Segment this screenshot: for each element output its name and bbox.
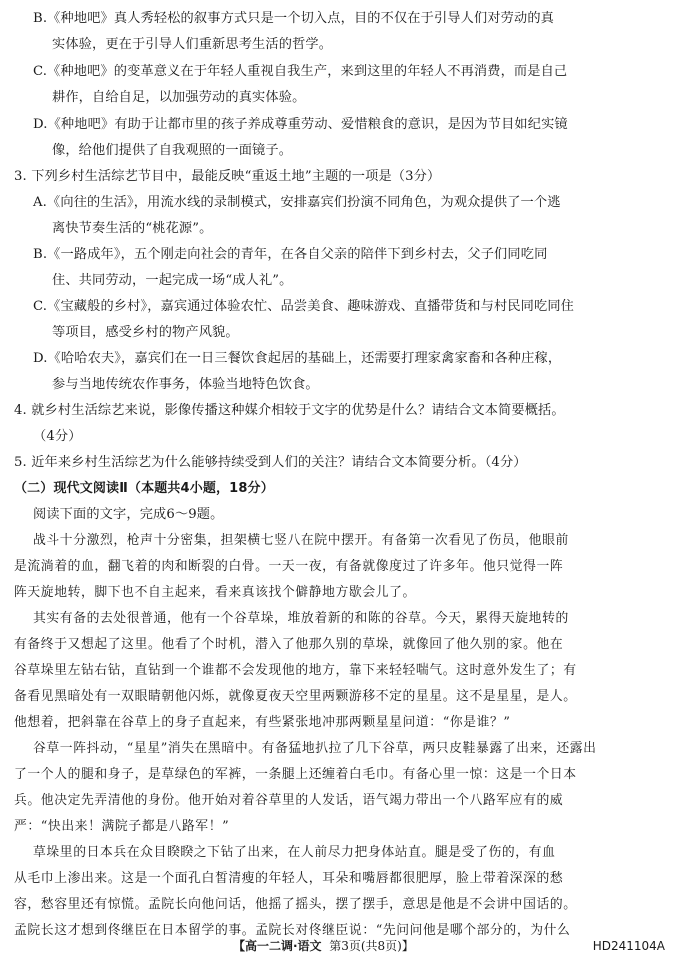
page-footer	[0, 937, 677, 955]
option-b-line-1: B.《种地吧》真人秀轻松的叙事方式只是一个切入点，目的不仅在于引导人们对劳动的真	[33, 11, 555, 26]
passage-p2-line-2: 有备终于又想起了这里。他看了个时机，潜入了他那久别的草垛，就像回了他久别的家。他在	[14, 637, 564, 652]
q3-option-b-line-1: B.《一路成年》，五个刚走向社会的青年，在各自父亲的陪伴下到乡村去，父子们同吃同	[33, 247, 548, 262]
passage-p4-line-1: 草垛里的日本兵在众目睽睽之下钻了出来，在人前尽力把身体站直。腿是受了伤的，有血	[33, 845, 556, 860]
footer-exam-code: HD241104A	[592, 939, 665, 953]
q3-option-a-line-1: A.《向往的生活》，用流水线的录制模式，安排嘉宾们扮演不同角色，为观众提供了一个逃	[33, 195, 561, 210]
passage-p2-line-5: 他想着，把斜靠在谷草上的身子直起来，有些紧张地冲那两颗星星问道：“你是谁？”	[14, 715, 511, 730]
q3-option-c-line-1: C.《宝藏般的乡村》，嘉宾通过体验农忙、品尝美食、趣味游戏、直播带货和与村民同吃同住	[33, 299, 575, 314]
passage-p3-line-2: 了一个人的腿和身子，是草绿色的军裤，一条腿上还缠着白毛巾。有备心里一惊：这是一个日本	[14, 767, 577, 782]
passage-p1-line-3: 阵天旋地转，脚下也不自主起来，看来真该找个僻静地方歇会儿了。	[14, 585, 416, 600]
q3-option-d-line-2: 参与当地传统农作事务，体验当地特色饮食。	[52, 377, 319, 392]
option-d-line-2: 像，给他们提供了自我观照的一面镜子。	[52, 143, 293, 158]
passage-p2-line-4: 备看见黑暗处有一双眼睛朝他闪烁，就像夏夜天空里两颗游移不定的星星。这不是星星，是人。	[14, 689, 577, 704]
passage-p3-line-4: 严：“快出来！满院子都是八路军！”	[14, 819, 230, 834]
passage-p4-line-2: 从毛巾上渗出来。这是一个面孔白皙清瘦的年轻人，耳朵和嘴唇都很肥厚，脸上带着深深的愁	[14, 871, 564, 886]
passage-p4-line-3: 容，愁容里还有惊慌。孟院长向他问话，他摇了摇头，摆了摆手，意思是他是不会讲中国话的。	[14, 897, 577, 912]
q3-option-b-line-2: 住、共同劳动，一起完成一场“成人礼”。	[52, 273, 293, 288]
passage-p3-line-1: 谷草一阵抖动，“星星”消失在黑暗中。有备猛地扒拉了几下谷草，两只皮鞋暴露了出来，还露出	[33, 741, 597, 756]
q3-option-c-line-2: 等项目，感受乡村的物产风貌。	[52, 325, 239, 340]
option-b-line-2: 实体验，更在于引导人们重新思考生活的哲学。	[52, 37, 333, 52]
q3-option-d-line-1: D.《哈哈农夫》，嘉宾们在一日三餐饮食起居的基础上，还需要打理家禽家畜和各种庄稼，	[33, 351, 562, 366]
footer-course-page	[233, 937, 414, 955]
passage-p1-line-2: 是流淌着的血，翻飞着的肉和断裂的白骨。一天一夜，有备就像度过了许多年。他只觉得一阵	[14, 559, 564, 574]
footer-page-number: 第3页(共8页)】	[329, 939, 414, 953]
option-d-line-1: D.《种地吧》有助于让都市里的孩子养成尊重劳动、爱惜粮食的意识，是因为节目如纪实镜	[33, 117, 568, 132]
reading-instruction: 阅读下面的文字，完成6～9题。	[33, 507, 224, 522]
question-3: 3. 下列乡村生活综艺节目中，最能反映“重返土地”主题的一项是（3分）	[14, 169, 441, 184]
passage-p4-line-4: 孟院长这才想到佟继臣在日本留学的事。孟院长对佟继臣说：“先问问他是哪个部分的，为什么	[14, 923, 571, 938]
question-4-line-1: 4. 就乡村生活综艺来说，影像传播这种媒介相较于文字的优势是什么？请结合文本简要概括。	[14, 403, 565, 418]
passage-p2-line-1: 其实有备的去处很普通，他有一个谷草垛，堆放着新的和陈的谷草。今天，累得天旋地转的	[33, 611, 569, 626]
passage-p2-line-3: 谷草垛里左钻右钻，直钻到一个谁都不会发现他的地方，靠下来轻轻喘气。这时意外发生了；有	[14, 663, 577, 678]
passage-p1-line-1: 战斗十分激烈，枪声十分密集，担架横七竖八在院中摆开。有备第一次看见了伤员，他眼前	[33, 533, 569, 548]
passage-p3-line-3: 兵。他决定先弄清他的身份。他开始对着谷草里的人发话，语气竭力带出一个八路军应有的威	[14, 793, 564, 808]
q3-option-a-line-2: 离快节奏生活的“桃花源”。	[52, 221, 213, 236]
section-heading: （二）现代文阅读Ⅱ（本题共4小题，18分）	[14, 481, 274, 496]
question-4-line-2: （4分）	[33, 429, 82, 444]
option-c-line-2: 耕作，自给自足，以加强劳动的真实体验。	[52, 90, 306, 105]
footer-course: 【高一二调·语文	[233, 939, 322, 953]
question-5: 5. 近年来乡村生活综艺为什么能够持续受到人们的关注？请结合文本简要分析。（4分）	[14, 455, 527, 470]
option-c-line-1: C.《种地吧》的变革意义在于年轻人重视自我生产，来到这里的年轻人不再消费，而是自己	[33, 64, 568, 79]
